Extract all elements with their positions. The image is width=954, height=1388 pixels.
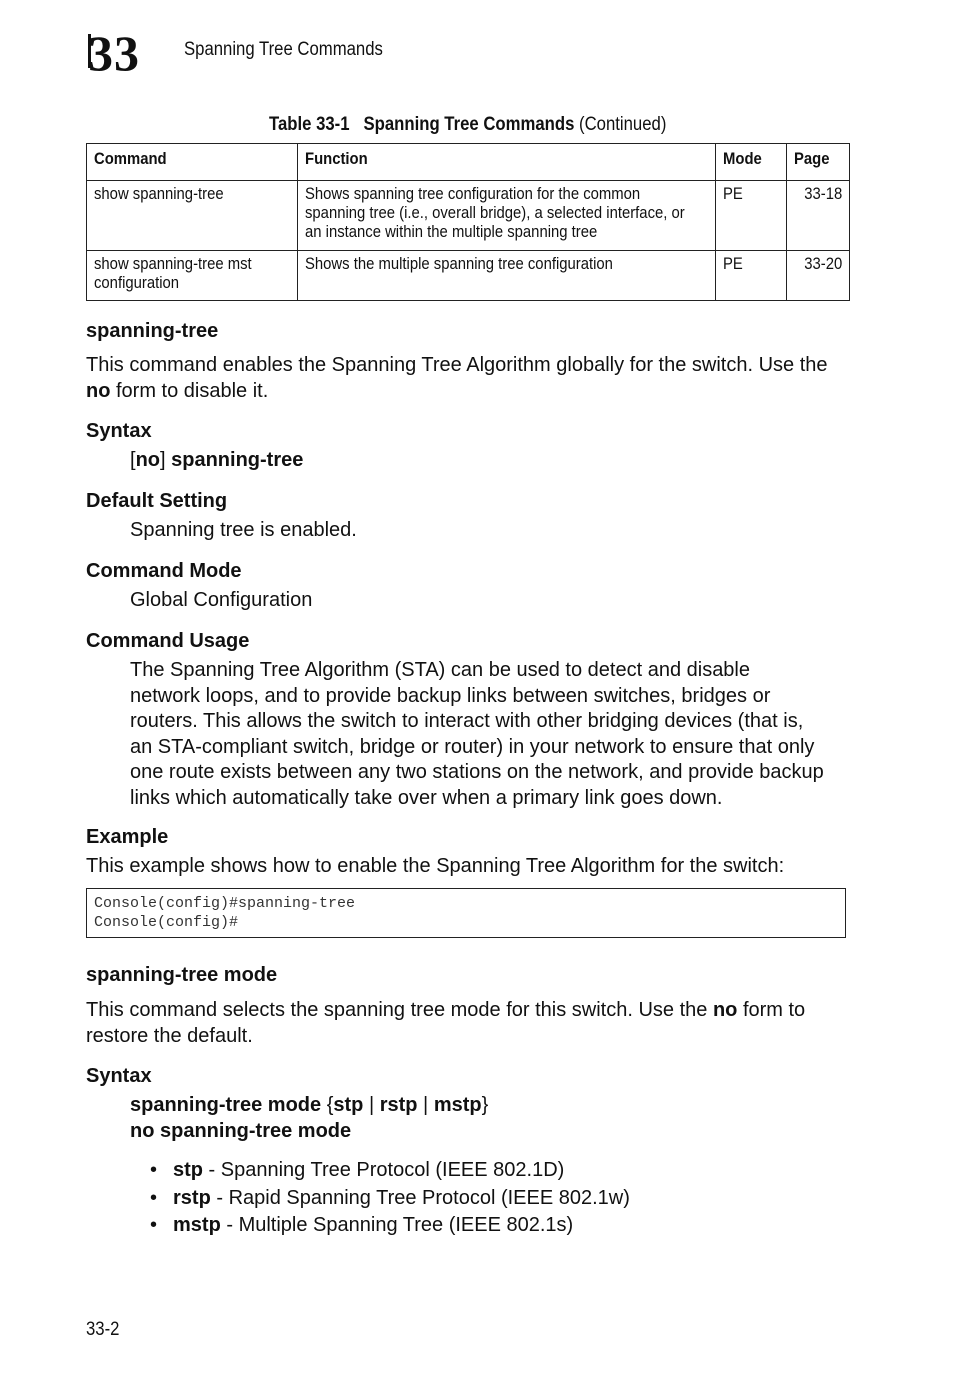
table-caption-suffix: (Continued): [579, 114, 667, 135]
table-cell-page: 33-18: [787, 181, 850, 251]
table-cell-mode: PE: [716, 181, 787, 251]
section-heading-spanning-tree-mode: spanning-tree mode: [86, 964, 278, 986]
table-cell-page: 33-20: [787, 251, 850, 301]
commands-table: [86, 143, 850, 301]
table-header-row: [87, 144, 850, 181]
table-header-cell: Mode: [716, 144, 787, 181]
page-number: 33-2: [86, 1319, 120, 1340]
code-line: Console(config)#: [94, 914, 239, 931]
table-cell-command: show spanning-tree mst configuration: [87, 251, 298, 301]
chapter-title: Spanning Tree Commands: [184, 39, 383, 60]
command-mode-heading: Command Mode: [86, 560, 242, 582]
section1-description: This command enables the Spanning Tree Algorithm globally for the switch. Use the no form to disable it.: [86, 354, 828, 402]
table-row: [87, 251, 850, 301]
example-text: This example shows how to enable the Spanning Tree Algorithm for the switch:: [86, 855, 785, 877]
code-line: Console(config)#spanning-tree: [94, 895, 356, 912]
table-header-cell: Page: [787, 144, 850, 181]
table-row: [87, 181, 850, 251]
table-cell-mode: PE: [716, 251, 787, 301]
chapter-number: 33: [88, 25, 140, 81]
section2-description: This command selects the spanning tree mode for this switch. Use the no form to restore the default.: [86, 999, 806, 1047]
table-caption-label: Table 33-1: [269, 114, 350, 135]
table-caption: [269, 114, 666, 136]
syntax-heading: Syntax: [86, 1065, 152, 1087]
code-example-box: [86, 888, 846, 938]
mode-options-list: [150, 1157, 630, 1240]
default-setting-heading: Default Setting: [86, 490, 228, 512]
list-item: • stp - Spanning Tree Protocol (IEEE 802.1D): [150, 1159, 565, 1181]
table-caption-title: Spanning Tree Commands: [363, 114, 575, 135]
command-usage-heading: Command Usage: [86, 630, 250, 652]
list-item: • rstp - Rapid Spanning Tree Protocol (IEEE 802.1w): [150, 1186, 630, 1209]
syntax-heading: Syntax: [86, 420, 152, 442]
command-mode-text: Global Configuration: [130, 589, 313, 611]
syntax-line: [no] spanning-tree: [130, 449, 304, 471]
default-setting-text: Spanning tree is enabled.: [130, 519, 357, 541]
table-cell-function: Shows the multiple spanning tree configuration: [298, 251, 716, 301]
table-header-cell: Command: [87, 144, 298, 181]
command-usage-text: The Spanning Tree Algorithm (STA) can be used to detect and disable network loops, and to provide backup links between switches, bridges or routers. This allows the switch to interact with other bridging devices (that is, an STA-compliant switch, bridge or router) in your network to ensure that only one route exists between any two stations on the network, and provide backup links which automatically take over when a primary link goes down.: [130, 659, 824, 809]
syntax-line: spanning-tree mode {stp | rstp | mstp} no spanning-tree mode: [130, 1094, 489, 1142]
list-item: • mstp - Multiple Spanning Tree (IEEE 802.1s): [150, 1214, 574, 1236]
example-heading: Example: [86, 826, 169, 848]
table-cell-function: Shows spanning tree configuration for the common spanning tree (i.e., overall bridge), a selected interface, or an instance within the multiple spanning tree: [298, 181, 716, 251]
table-header-cell: Function: [298, 144, 716, 181]
section-heading-spanning-tree: spanning-tree: [86, 320, 219, 342]
table-cell-command: show spanning-tree: [87, 181, 298, 251]
